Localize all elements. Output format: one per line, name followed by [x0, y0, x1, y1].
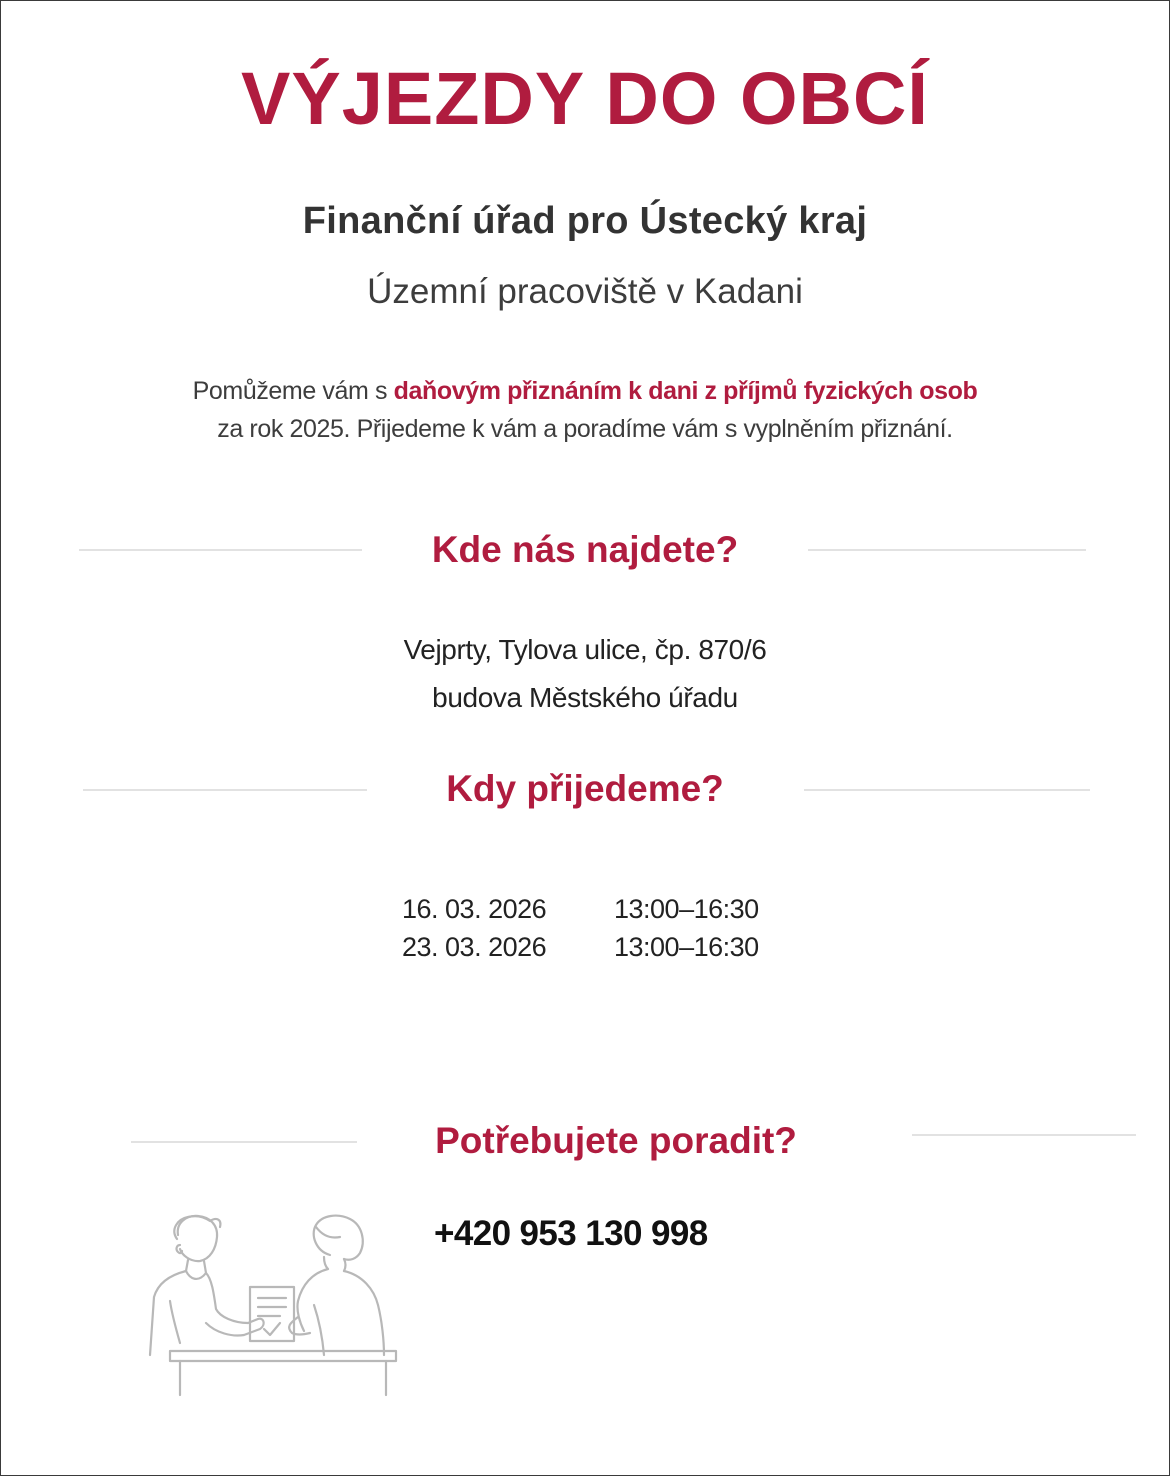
phone-number[interactable]: +420 953 130 998 — [434, 1214, 708, 1253]
visit-date: 23. 03. 2026 — [402, 932, 547, 962]
intro-highlight: daňovým přiznáním k dani z příjmů fyzických osob — [393, 377, 978, 405]
visit-schedule — [402, 890, 759, 966]
help-heading: Potřebujete poradit? — [435, 1120, 797, 1161]
visit-time: 13:00–16:30 — [614, 932, 759, 962]
workplace-name: Územní pracoviště v Kadani — [367, 272, 803, 311]
poster-title: VÝJEZDY DO OBCÍ — [240, 57, 929, 140]
where-heading: Kde nás najdete? — [431, 529, 739, 570]
visit-time: 13:00–16:30 — [614, 894, 759, 924]
visit-date: 16. 03. 2026 — [402, 894, 547, 924]
when-heading: Kdy přijedeme? — [446, 768, 724, 809]
address-line-1: Vejprty, Tylova ulice, čp. 870/6 — [403, 634, 767, 665]
address — [0, 626, 1170, 722]
visit-row — [402, 928, 759, 966]
address-line-2: budova Městského úřadu — [432, 682, 738, 713]
visit-row — [402, 890, 759, 928]
intro-prefix: Pomůžeme vám s — [192, 377, 394, 405]
intro-line-1 — [0, 372, 1170, 410]
intro-text — [0, 372, 1170, 448]
consultation-icon — [140, 1205, 410, 1400]
office-name: Finanční úřad pro Ústecký kraj — [302, 200, 868, 242]
intro-line-2: za rok 2025. Přijedeme k vám a poradíme vám s vyplněním přiznání. — [217, 415, 953, 443]
